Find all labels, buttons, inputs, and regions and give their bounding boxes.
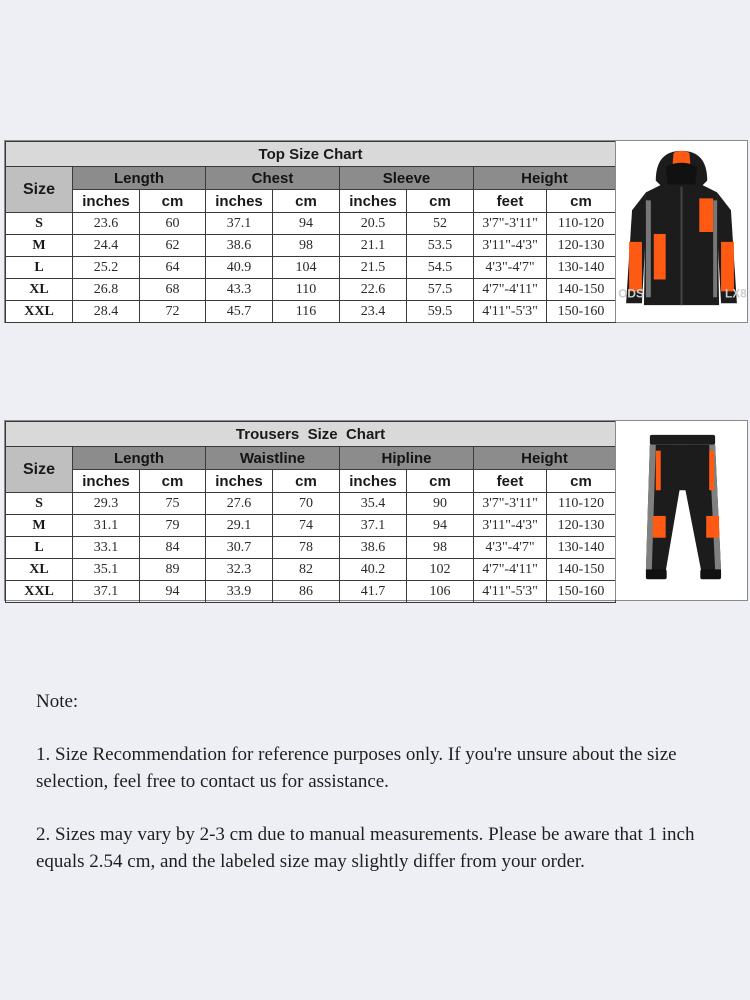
value-cell: 4'7"-4'11" [474,559,547,581]
value-cell: 60 [140,213,206,235]
unit-header: cm [547,190,616,213]
value-cell: 23.4 [340,301,407,323]
value-cell: 68 [140,279,206,301]
value-cell: 110-120 [547,493,616,515]
value-cell: 3'11"-4'3" [474,515,547,537]
unit-header: inches [206,470,273,493]
value-cell: 62 [140,235,206,257]
table-row [6,515,616,537]
size-cell: L [6,257,73,279]
jacket-print-right: LX8 [725,286,747,301]
value-cell: 140-150 [547,559,616,581]
value-cell: 37.1 [206,213,273,235]
value-cell: 38.6 [340,537,407,559]
unit-header: inches [340,190,407,213]
value-cell: 84 [140,537,206,559]
notes-heading: Note: [36,691,79,712]
value-cell: 33.1 [73,537,140,559]
value-cell: 89 [140,559,206,581]
value-cell: 31.1 [73,515,140,537]
value-cell: 75 [140,493,206,515]
group-header: Height [474,447,616,470]
value-cell: 28.4 [73,301,140,323]
value-cell: 25.2 [73,257,140,279]
size-cell: L [6,537,73,559]
table-row [6,581,616,603]
value-cell: 98 [407,537,474,559]
unit-header: inches [206,190,273,213]
size-cell: XXL [6,301,73,323]
value-cell: 26.8 [73,279,140,301]
size-cell: S [6,213,73,235]
size-cell: M [6,515,73,537]
value-cell: 130-140 [547,257,616,279]
group-header: Height [474,167,616,190]
unit-header: cm [407,190,474,213]
value-cell: 54.5 [407,257,474,279]
size-cell: M [6,235,73,257]
size-cell: XL [6,559,73,581]
value-cell: 52 [407,213,474,235]
value-cell: 4'11"-5'3" [474,301,547,323]
group-header: Length [73,167,206,190]
top-size-table [5,141,616,323]
value-cell: 98 [273,235,340,257]
trousers-size-table [5,421,616,603]
value-cell: 150-160 [547,301,616,323]
value-cell: 3'7"-3'11" [474,213,547,235]
value-cell: 120-130 [547,235,616,257]
table-row [6,537,616,559]
value-cell: 27.6 [206,493,273,515]
value-cell: 102 [407,559,474,581]
value-cell: 94 [273,213,340,235]
trousers-image [615,421,747,600]
size-cell: XXL [6,581,73,603]
value-cell: 53.5 [407,235,474,257]
value-cell: 20.5 [340,213,407,235]
value-cell: 38.6 [206,235,273,257]
size-cell: S [6,493,73,515]
value-cell: 45.7 [206,301,273,323]
value-cell: 4'11"-5'3" [474,581,547,603]
value-cell: 37.1 [340,515,407,537]
value-cell: 41.7 [340,581,407,603]
value-cell: 32.3 [206,559,273,581]
unit-header: inches [73,190,140,213]
size-cell: XL [6,279,73,301]
unit-header: cm [547,470,616,493]
value-cell: 40.9 [206,257,273,279]
table-row [6,559,616,581]
table-row [6,301,616,323]
value-cell: 43.3 [206,279,273,301]
unit-header: feet [474,190,547,213]
value-cell: 3'7"-3'11" [474,493,547,515]
value-cell: 4'3"-4'7" [474,257,547,279]
note-item: 2. Sizes may vary by 2-3 cm due to manual measurements. Please be aware that 1 inch equals 2.54 cm, and the labeled size may slightly differ from your order. [36,824,695,872]
group-header: Waistline [206,447,340,470]
jacket-image [615,141,747,322]
value-cell: 57.5 [407,279,474,301]
value-cell: 110-120 [547,213,616,235]
value-cell: 78 [273,537,340,559]
value-cell: 94 [140,581,206,603]
jacket-print-left: ODS [618,286,644,301]
unit-header: cm [273,190,340,213]
value-cell: 35.4 [340,493,407,515]
value-cell: 104 [273,257,340,279]
table-row [6,493,616,515]
unit-header: cm [140,190,206,213]
value-cell: 37.1 [73,581,140,603]
table-row [6,235,616,257]
unit-header: cm [407,470,474,493]
value-cell: 4'7"-4'11" [474,279,547,301]
table-row [6,213,616,235]
notes-section [36,688,736,901]
value-cell: 70 [273,493,340,515]
value-cell: 24.4 [73,235,140,257]
value-cell: 40.2 [340,559,407,581]
unit-header: inches [340,470,407,493]
top-chart-title: Top Size Chart [6,142,616,167]
size-column-header: Size [6,447,73,493]
group-header: Sleeve [340,167,474,190]
value-cell: 120-130 [547,515,616,537]
trousers-chart-title: Trousers Size Chart [6,422,616,447]
value-cell: 86 [273,581,340,603]
value-cell: 21.1 [340,235,407,257]
table-row [6,257,616,279]
value-cell: 140-150 [547,279,616,301]
value-cell: 3'11"-4'3" [474,235,547,257]
group-header: Hipline [340,447,474,470]
value-cell: 116 [273,301,340,323]
unit-header: feet [474,470,547,493]
value-cell: 23.6 [73,213,140,235]
table-row [6,279,616,301]
value-cell: 79 [140,515,206,537]
value-cell: 82 [273,559,340,581]
value-cell: 106 [407,581,474,603]
value-cell: 22.6 [340,279,407,301]
value-cell: 4'3"-4'7" [474,537,547,559]
value-cell: 150-160 [547,581,616,603]
value-cell: 33.9 [206,581,273,603]
top-size-chart [4,140,748,323]
unit-header: cm [140,470,206,493]
trousers-size-chart [4,420,748,601]
size-column-header: Size [6,167,73,213]
unit-header: cm [273,470,340,493]
group-header: Chest [206,167,340,190]
value-cell: 90 [407,493,474,515]
value-cell: 29.3 [73,493,140,515]
value-cell: 74 [273,515,340,537]
value-cell: 21.5 [340,257,407,279]
value-cell: 29.1 [206,515,273,537]
unit-header: inches [73,470,140,493]
value-cell: 59.5 [407,301,474,323]
group-header: Length [73,447,206,470]
value-cell: 94 [407,515,474,537]
value-cell: 35.1 [73,559,140,581]
value-cell: 30.7 [206,537,273,559]
value-cell: 72 [140,301,206,323]
note-item: 1. Size Recommendation for reference purposes only. If you're unsure about the size selection, feel free to contact us for assistance. [36,744,677,792]
value-cell: 64 [140,257,206,279]
value-cell: 130-140 [547,537,616,559]
value-cell: 110 [273,279,340,301]
